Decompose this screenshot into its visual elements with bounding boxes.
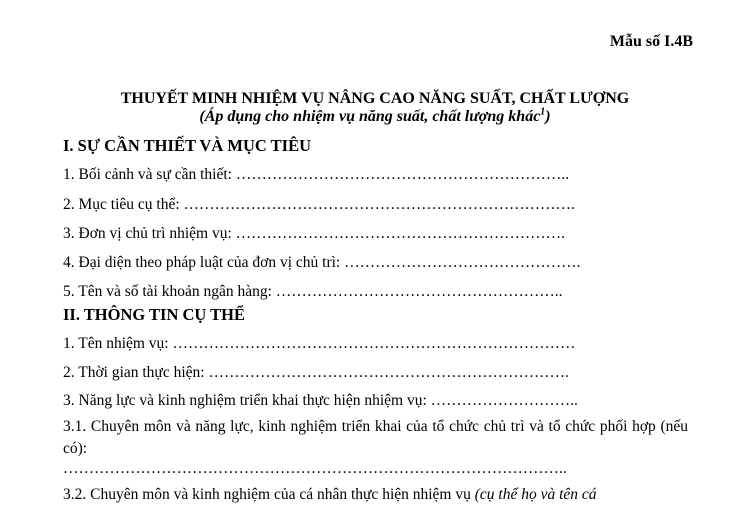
subtitle-end: )	[545, 108, 551, 125]
field-duration: 2. Thời gian thực hiện: …………………………………………………………….	[63, 364, 569, 381]
field-context: 1. Bối cảnh và sự cần thiết: ………………………………………………………..	[63, 166, 570, 183]
individual-expertise-text: 3.2. Chuyên môn và kinh nghiệm của cá nhân thực hiện nhiệm vụ	[63, 486, 475, 503]
field-task-name: 1. Tên nhiệm vụ: ……………………………………………………………………	[63, 335, 576, 352]
field-organization-expertise: 3.1. Chuyên môn và năng lực, kinh nghiệm triển khai của tổ chức chủ trì và tổ chức phối hợp (nếu có):	[63, 418, 688, 457]
individual-expertise-note: (cụ thể họ và tên cá	[474, 486, 597, 503]
field-capacity-experience: 3. Năng lực và kinh nghiệm triển khai thực hiện nhiệm vụ: ………………………..	[63, 392, 578, 409]
field-bank-account: 5. Tên và số tài khoản ngân hàng: ………………………………………………..	[63, 283, 563, 300]
field-organization-expertise-dots: ……………………………………………………………………………………..	[63, 460, 567, 477]
field-objectives: 2. Mục tiêu cụ thể: ………………………………………………………………….	[63, 196, 575, 213]
document-title: THUYẾT MINH NHIỆM VỤ NÂNG CAO NĂNG SUẤT, CHẤT LƯỢNG	[120, 90, 630, 107]
form-code: Mẫu số I.4B	[609, 33, 693, 50]
field-legal-representative: 4. Đại diện theo pháp luật của đơn vị chủ trì: ……………………………………….	[63, 254, 581, 271]
footnote-ref: 1	[540, 106, 546, 118]
document-subtitle	[0, 107, 750, 126]
field-host-unit: 3. Đơn vị chủ trì nhiệm vụ: ……………………………………………………….	[63, 225, 566, 242]
section-2-heading: II. THÔNG TIN CỤ THỂ	[63, 305, 246, 324]
section-1-heading: I. SỰ CẦN THIẾT VÀ MỤC TIÊU	[63, 136, 312, 155]
subtitle-text: (Áp dụng cho nhiệm vụ năng suất, chất lượng khác	[199, 108, 541, 125]
field-individual-expertise	[63, 485, 687, 505]
